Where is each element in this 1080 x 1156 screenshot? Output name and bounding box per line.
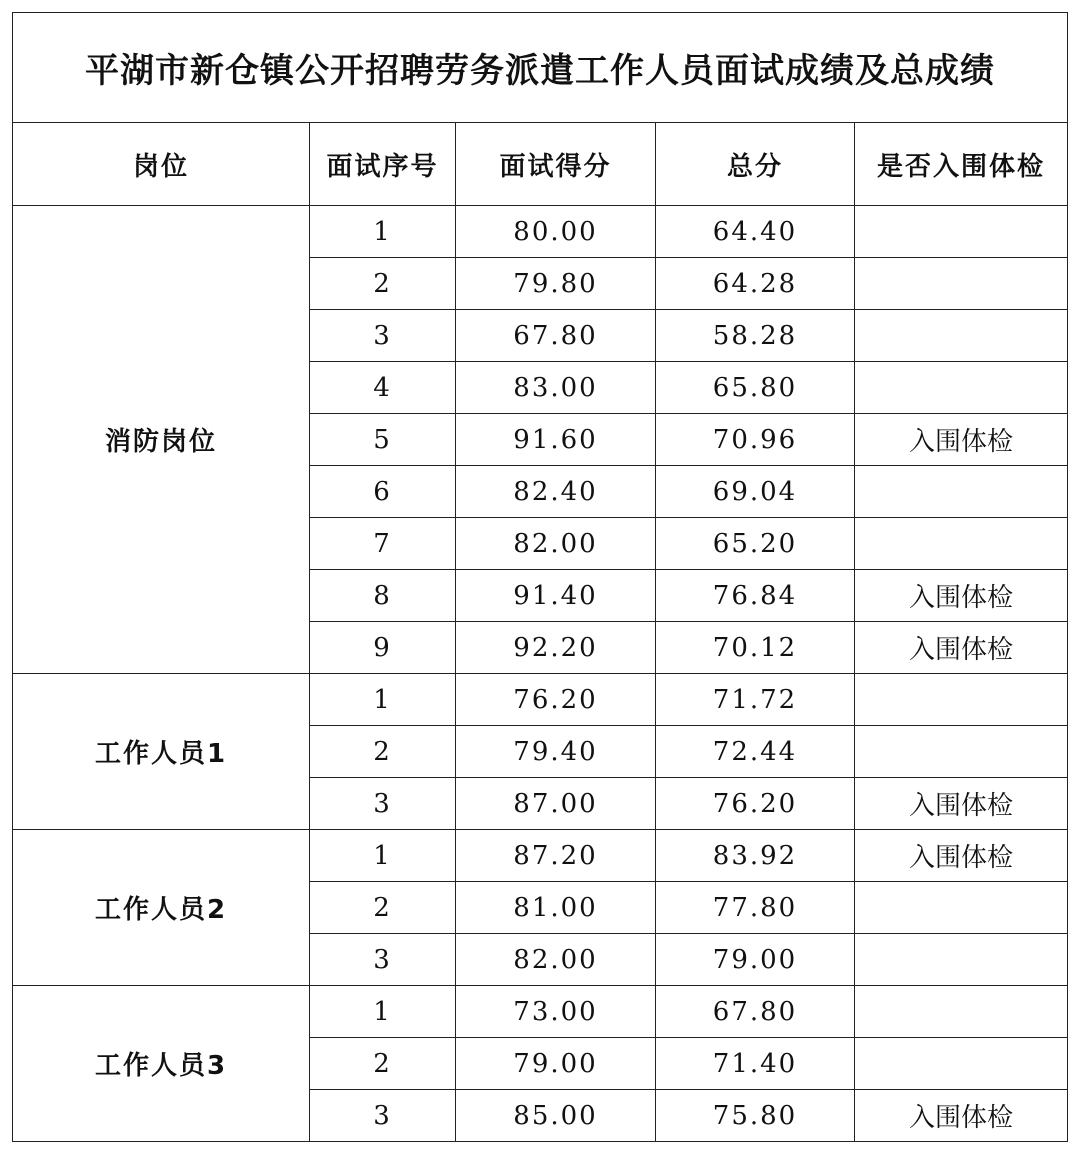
total-score-cell: 71.40 bbox=[656, 1038, 855, 1090]
shortlisted-cell bbox=[855, 934, 1068, 986]
shortlisted-cell bbox=[855, 726, 1068, 778]
interview-no-cell: 8 bbox=[310, 570, 456, 622]
interview-no-cell: 1 bbox=[310, 674, 456, 726]
total-score-cell: 58.28 bbox=[656, 310, 855, 362]
shortlisted-cell bbox=[855, 206, 1068, 258]
position-cell: 工作人员3 bbox=[13, 986, 310, 1142]
interview-no-cell: 2 bbox=[310, 726, 456, 778]
table-row bbox=[13, 986, 1068, 1038]
interview-score-cell: 82.00 bbox=[456, 934, 656, 986]
shortlisted-cell: 入围体检 bbox=[855, 570, 1068, 622]
shortlisted-cell bbox=[855, 986, 1068, 1038]
interview-no-cell: 3 bbox=[310, 310, 456, 362]
interview-no-cell: 1 bbox=[310, 830, 456, 882]
interview-score-cell: 76.20 bbox=[456, 674, 656, 726]
total-score-cell: 71.72 bbox=[656, 674, 855, 726]
interview-no-cell: 1 bbox=[310, 206, 456, 258]
interview-no-cell: 9 bbox=[310, 622, 456, 674]
shortlisted-cell bbox=[855, 310, 1068, 362]
interview-no-cell: 1 bbox=[310, 986, 456, 1038]
interview-score-cell: 80.00 bbox=[456, 206, 656, 258]
interview-score-cell: 87.00 bbox=[456, 778, 656, 830]
shortlisted-cell bbox=[855, 518, 1068, 570]
interview-score-cell: 87.20 bbox=[456, 830, 656, 882]
shortlisted-cell: 入围体检 bbox=[855, 778, 1068, 830]
header-position: 岗位 bbox=[13, 123, 310, 206]
total-score-cell: 65.20 bbox=[656, 518, 855, 570]
interview-score-cell: 73.00 bbox=[456, 986, 656, 1038]
total-score-cell: 64.40 bbox=[656, 206, 855, 258]
score-table bbox=[12, 12, 1068, 1142]
interview-score-cell: 79.40 bbox=[456, 726, 656, 778]
total-score-cell: 79.00 bbox=[656, 934, 855, 986]
interview-no-cell: 3 bbox=[310, 778, 456, 830]
total-score-cell: 76.84 bbox=[656, 570, 855, 622]
total-score-cell: 69.04 bbox=[656, 466, 855, 518]
total-score-cell: 64.28 bbox=[656, 258, 855, 310]
table-row bbox=[13, 674, 1068, 726]
total-score-cell: 70.96 bbox=[656, 414, 855, 466]
interview-score-cell: 91.40 bbox=[456, 570, 656, 622]
total-score-cell: 83.92 bbox=[656, 830, 855, 882]
total-score-cell: 75.80 bbox=[656, 1090, 855, 1142]
shortlisted-cell bbox=[855, 362, 1068, 414]
shortlisted-cell bbox=[855, 674, 1068, 726]
interview-score-cell: 85.00 bbox=[456, 1090, 656, 1142]
header-total-score: 总分 bbox=[656, 123, 855, 206]
interview-score-cell: 79.00 bbox=[456, 1038, 656, 1090]
table-row bbox=[13, 830, 1068, 882]
shortlisted-cell: 入围体检 bbox=[855, 830, 1068, 882]
position-cell: 工作人员1 bbox=[13, 674, 310, 830]
interview-no-cell: 6 bbox=[310, 466, 456, 518]
interview-no-cell: 2 bbox=[310, 1038, 456, 1090]
interview-no-cell: 2 bbox=[310, 882, 456, 934]
interview-no-cell: 4 bbox=[310, 362, 456, 414]
header-interview-score: 面试得分 bbox=[456, 123, 656, 206]
header-shortlisted: 是否入围体检 bbox=[855, 123, 1068, 206]
header-interview-no: 面试序号 bbox=[310, 123, 456, 206]
interview-no-cell: 5 bbox=[310, 414, 456, 466]
shortlisted-cell: 入围体检 bbox=[855, 622, 1068, 674]
interview-score-cell: 83.00 bbox=[456, 362, 656, 414]
total-score-cell: 76.20 bbox=[656, 778, 855, 830]
interview-score-cell: 92.20 bbox=[456, 622, 656, 674]
interview-no-cell: 7 bbox=[310, 518, 456, 570]
shortlisted-cell bbox=[855, 882, 1068, 934]
interview-score-cell: 67.80 bbox=[456, 310, 656, 362]
shortlisted-cell: 入围体检 bbox=[855, 1090, 1068, 1142]
shortlisted-cell bbox=[855, 258, 1068, 310]
position-cell: 消防岗位 bbox=[13, 206, 310, 674]
interview-score-cell: 91.60 bbox=[456, 414, 656, 466]
interview-score-cell: 82.00 bbox=[456, 518, 656, 570]
interview-score-cell: 79.80 bbox=[456, 258, 656, 310]
total-score-cell: 72.44 bbox=[656, 726, 855, 778]
shortlisted-cell bbox=[855, 466, 1068, 518]
total-score-cell: 77.80 bbox=[656, 882, 855, 934]
interview-no-cell: 3 bbox=[310, 934, 456, 986]
interview-score-cell: 82.40 bbox=[456, 466, 656, 518]
shortlisted-cell bbox=[855, 1038, 1068, 1090]
table-row bbox=[13, 206, 1068, 258]
total-score-cell: 65.80 bbox=[656, 362, 855, 414]
interview-no-cell: 2 bbox=[310, 258, 456, 310]
table-title: 平湖市新仓镇公开招聘劳务派遣工作人员面试成绩及总成绩 bbox=[13, 13, 1068, 123]
total-score-cell: 67.80 bbox=[656, 986, 855, 1038]
interview-score-cell: 81.00 bbox=[456, 882, 656, 934]
position-cell: 工作人员2 bbox=[13, 830, 310, 986]
shortlisted-cell: 入围体检 bbox=[855, 414, 1068, 466]
total-score-cell: 70.12 bbox=[656, 622, 855, 674]
interview-no-cell: 3 bbox=[310, 1090, 456, 1142]
